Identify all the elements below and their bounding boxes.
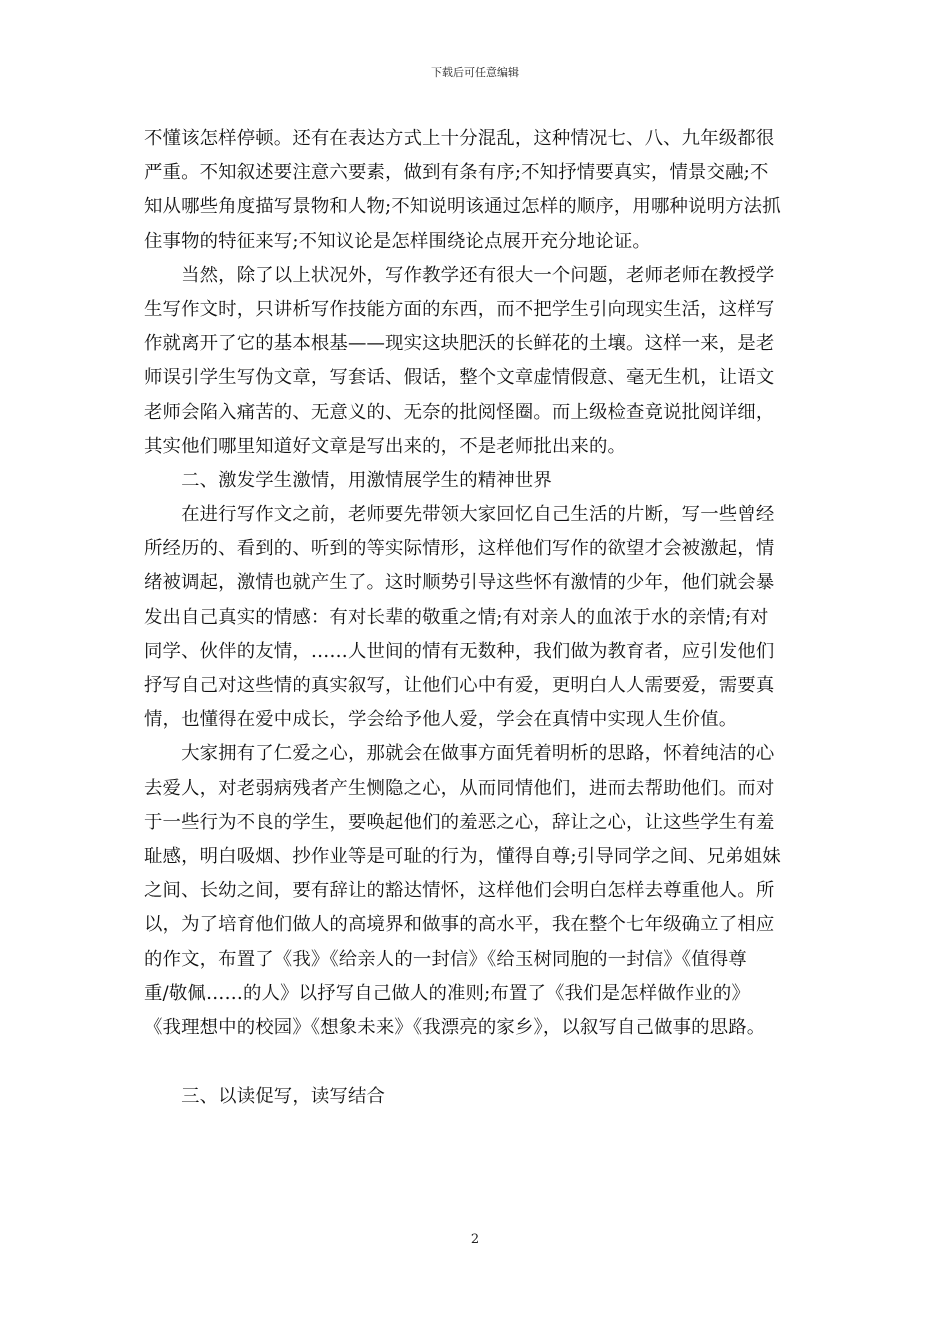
body-line-15: 发出自己真实的情感：有对长辈的敬重之情;有对亲人的血浓于水的亲情;有对 — [144, 606, 769, 628]
body-line-27: 《我理想中的校园》《想象未来》《我漂亮的家乡》，以叙写自己做事的思路。 — [144, 1016, 766, 1038]
body-line-23: 之间、长幼之间，要有辞让的豁达情怀，这样他们会明白怎样去尊重他人。所 — [144, 880, 775, 902]
page-number: 2 — [470, 1232, 480, 1247]
section-heading-3: 三、以读促写，读写结合 — [144, 1086, 386, 1108]
body-line-26: 重/敬佩……的人》以抒写自己做人的准则;布置了《我们是怎样做作业的》 — [144, 982, 750, 1004]
body-line-12: 在进行写作文之前，老师要先带领大家回忆自己生活的片断，写一些曾经 — [144, 504, 775, 526]
body-line-9: 老师会陷入痛苦的、无意义的、无奈的批阅怪圈。而上级检查竟说批阅详细， — [144, 401, 775, 423]
body-line-6: 生写作文时，只讲析写作技能方面的东西，而不把学生引向现实生活，这样写 — [144, 298, 775, 320]
body-line-4: 住事物的特征来写;不知议论是怎样围绕论点展开充分地论证。 — [144, 230, 651, 252]
paragraph-gap — [144, 1045, 809, 1080]
body-line-25: 的作文，布置了《我》《给亲人的一封信》《给玉树同胞的一封信》《值得尊 — [144, 948, 747, 970]
body-line-16: 同学、伙伴的友情，……人世间的情有无数种，我们做为教育者，应引发他们 — [144, 640, 775, 662]
document-body — [144, 122, 809, 1114]
body-line-17: 抒写自己对这些情的真实叙写，让他们心中有爱，更明白人人需要爱，需要真 — [144, 675, 775, 696]
body-line-10: 其实他们哪里知道好文章是写出来的，不是老师批出来的。 — [144, 435, 627, 457]
body-line-14: 绪被调起，激情也就产生了。这时顺势引导这些怀有激情的少年，他们就会暴 — [144, 572, 775, 594]
body-line-19: 大家拥有了仁爱之心，那就会在做事方面凭着明析的思路，怀着纯洁的心 — [144, 743, 775, 765]
section-heading-2: 二、激发学生激情，用激情展学生的精神世界 — [144, 469, 552, 491]
body-line-21: 于一些行为不良的学生，要唤起他们的羞恶之心，辞让之心，让这些学生有羞 — [144, 811, 775, 833]
body-line-18: 情，也懂得在爱中成长，学会给予他人爱，学会在真情中实现人生价值。 — [144, 709, 738, 731]
body-line-3: 知从哪些角度描写景物和人物;不知说明该通过怎样的顺序，用哪种说明方法抓 — [144, 196, 781, 218]
body-line-22: 耻感，明白吸烟、抄作业等是可耻的行为，懂得自尊;引导同学之间、兄弟姐妹 — [144, 845, 781, 867]
page-header: 下载后可任意编辑 — [431, 66, 519, 79]
body-line-1: 不懂该怎样停顿。还有在表达方式上十分混乱，这种情况七、八、九年级都很 — [144, 128, 775, 149]
body-line-2: 严重。不知叙述要注意六要素，做到有条有序;不知抒情要真实，情景交融;不 — [144, 162, 769, 184]
body-line-24: 以，为了培育他们做人的高境界和做事的高水平，我在整个七年级确立了相应 — [144, 914, 775, 936]
body-line-13: 所经历的、看到的、听到的等实际情形，这样他们写作的欲望才会被激起，情 — [144, 538, 775, 560]
body-line-20: 去爱人，对老弱病残者产生恻隐之心，从而同情他们，进而去帮助他们。而对 — [144, 777, 775, 799]
body-line-7: 作就离开了它的基本根基——现实这块肥沃的长鲜花的土壤。这样一来，是老 — [144, 333, 775, 355]
body-line-8: 师误引学生写伪文章，写套话、假话，整个文章虚情假意、毫无生机，让语文 — [144, 367, 775, 389]
body-line-5: 当然，除了以上状况外，写作教学还有很大一个问题，老师老师在教授学 — [144, 264, 775, 286]
